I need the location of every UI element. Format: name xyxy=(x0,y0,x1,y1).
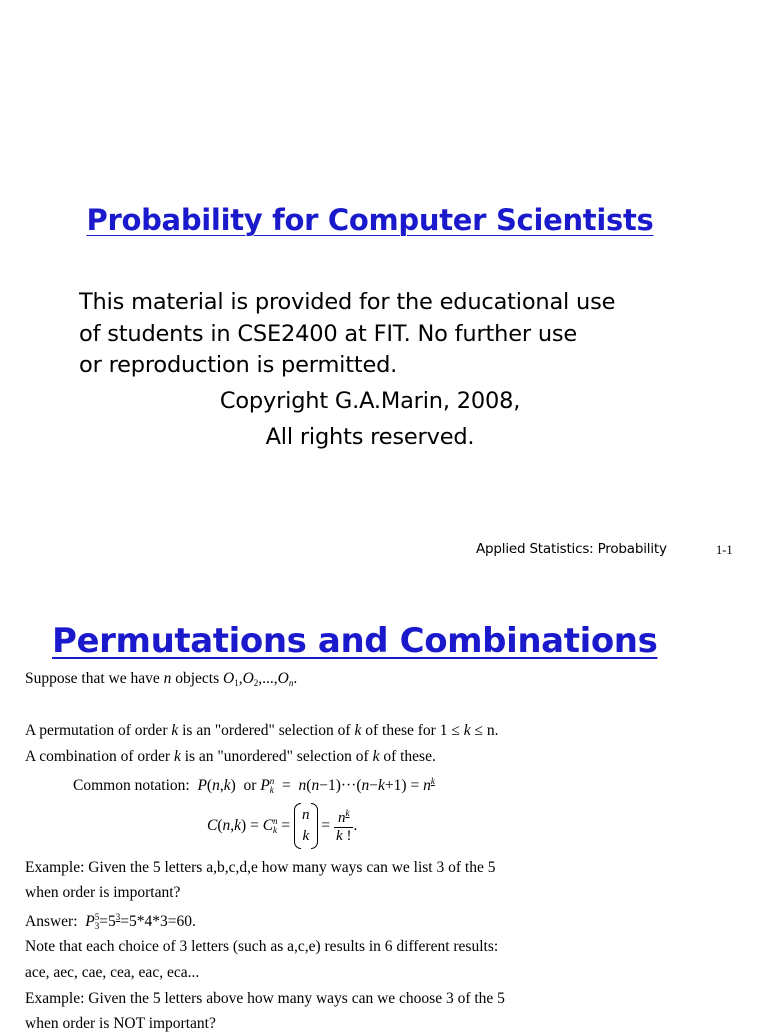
combination-formula: C(n,k) = C n k = n k = $\frac{n^k}{k !}$ . xyxy=(207,817,357,834)
combination-formula-line xyxy=(207,805,357,847)
example1-line1: Example: Given the 5 letters a,b,c,d,e how many ways can we list 3 of the 5 xyxy=(25,859,496,876)
example2-line2: when order is NOT important? xyxy=(25,1015,216,1032)
slide2-title: Permutations and Combinations xyxy=(52,621,658,661)
permutation-formula: P(n,k) or P n k = $n(n-1)\cdot\cdot\cdot(n-k+1) = n^k$ xyxy=(197,776,435,796)
footer-page-number: 1-1 xyxy=(716,543,733,557)
body-line: This material is provided for the educational use xyxy=(79,289,616,315)
fraction: $\frac{n^k}{k !}$ xyxy=(336,807,352,844)
rights-line: All rights reserved. xyxy=(265,424,475,450)
example1-line2: when order is important? xyxy=(25,884,181,901)
slide1-body xyxy=(79,287,699,382)
body-line: of students in CSE2400 at FIT. No further use xyxy=(79,320,578,347)
objects-formula: $O_1,O_2,...,O_n$ xyxy=(223,670,294,688)
body-line: or reproduction is permitted. xyxy=(79,352,398,378)
slide1-title: Probability for Computer Scientists xyxy=(86,203,654,237)
notation-line: Common notation: P(n,k) or P n k = $n(n-1)\cdot\cdot\cdot(n-k+1) = n^k$ xyxy=(73,776,435,796)
note-line1: Note that each choice of 3 letters (such as a,c,e) results in 6 different results: xyxy=(25,938,499,955)
note-line2: ace, aec, cae, cea, eac, eca... xyxy=(25,964,200,981)
objects-line: Suppose that we have n objects $O_1,O_2,...,O_n$. xyxy=(25,670,298,688)
footer-course-label: Applied Statistics: Probability xyxy=(476,541,667,557)
answer-line: Answer: P 5 3 $=5^3=5*4*3=60$. xyxy=(25,912,196,932)
copyright-line: Copyright G.A.Marin, 2008, xyxy=(219,388,521,414)
permutation-definition: A permutation of order k is an "ordered" selection of k of these for 1 ≤ k ≤ n. xyxy=(25,722,499,739)
binomial-coefficient: n k xyxy=(294,805,318,847)
example2-line1: Example: Given the 5 letters above how many ways can we choose 3 of the 5 xyxy=(25,990,505,1007)
combination-definition: A combination of order k is an "unordered" selection of k of these. xyxy=(25,748,436,765)
